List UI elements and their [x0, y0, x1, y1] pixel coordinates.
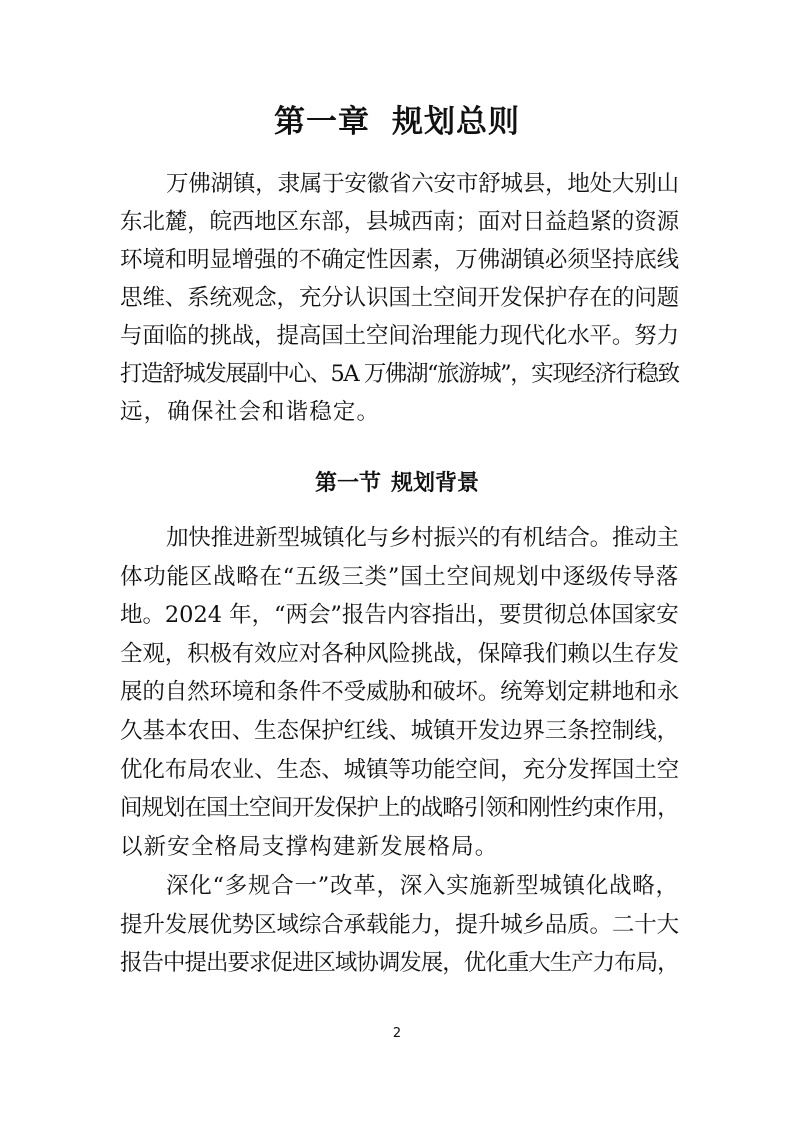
- paragraph-line: 深化“多规合一”改革，深入实施新型城镇化战略，: [166, 873, 679, 899]
- intro-paragraph: [120, 165, 680, 431]
- paragraph-line: 间规划在国土空间开发保护上的战略引领和刚性约束作用，: [120, 795, 679, 822]
- paragraph-line: 优化布局农业、生态、城镇等功能空间，充分发挥国土空: [120, 756, 680, 783]
- paragraph-line: 全观，积极有效应对各种风险挑战，保障我们赖以生存发: [120, 640, 680, 667]
- paragraph-line: 加快推进新型城镇化与乡村振兴的有机结合。推动主: [166, 525, 679, 551]
- page-number: 2: [392, 1026, 402, 1041]
- chapter-number: 第一章: [274, 104, 370, 140]
- chapter-title: [0, 96, 794, 141]
- paragraph-line: 报告中提出要求促进区域协调发展，优化重大生产力布局，: [120, 950, 679, 977]
- paragraph-line: 环境和明显增强的不确定性因素，万佛湖镇必须坚持底线: [120, 247, 680, 273]
- background-paragraph-1: [120, 519, 680, 866]
- paragraph-line: 以新安全格局支撑构建新发展格局。: [120, 833, 499, 860]
- paragraph-line: 展的自然环境和条件不受威胁和破坏。统筹划定耕地和永: [120, 679, 680, 706]
- background-paragraph-2: [120, 867, 680, 983]
- paragraph-line: 万佛湖镇，隶属于安徽省六安市舒城县，地处大别山: [166, 171, 679, 197]
- paragraph-line: 体功能区战略在“五级三类”国土空间规划中逐级传导落: [120, 563, 680, 590]
- chapter-name: 规划总则: [392, 104, 520, 140]
- paragraph-line: 远，确保社会和谐稳定。: [120, 399, 381, 425]
- paragraph-line: 思维、系统观念，充分认识国土空间开发保护存在的问题: [120, 285, 680, 311]
- paragraph-line: 地。2024 年，“两会”报告内容指出，要贯彻总体国家安: [120, 602, 679, 629]
- paragraph-line: 提升发展优势区域综合承载能力，提升城乡品质。二十大: [120, 911, 680, 938]
- section-title: [0, 466, 794, 497]
- paragraph-line: 打造舒城发展副中心、5A 万佛湖“旅游城”，实现经济行稳致: [120, 361, 679, 387]
- section-number: 第一节: [314, 471, 381, 496]
- paragraph-line: 久基本农田、生态保护红线、城镇开发边界三条控制线，: [120, 717, 680, 744]
- paragraph-line: 东北麓，皖西地区东部，县城西南；面对日益趋紧的资源: [120, 209, 680, 235]
- section-name: 规划背景: [391, 471, 480, 496]
- paragraph-line: 与面临的挑战，提高国土空间治理能力现代化水平。努力: [120, 323, 680, 349]
